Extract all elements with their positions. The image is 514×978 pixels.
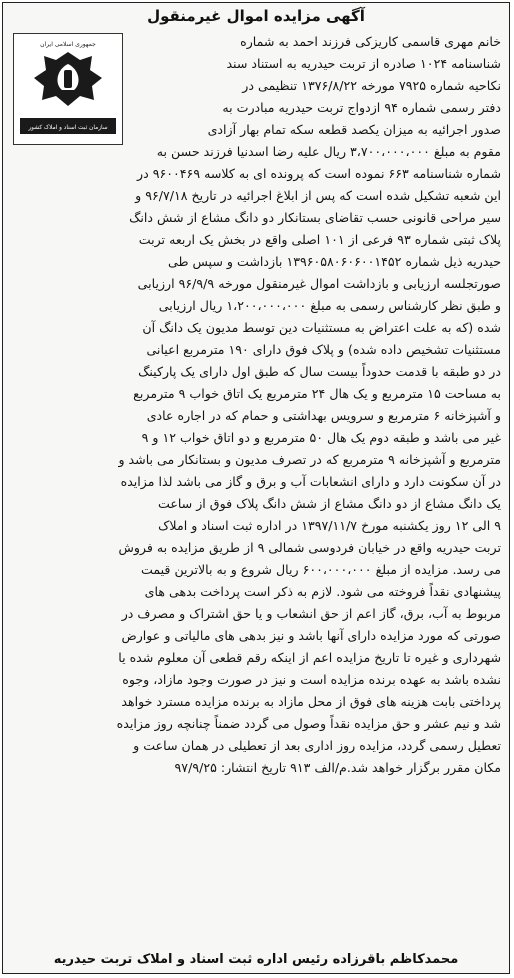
- body-line: و آشپزخانه ۶ مترمربع و سرویس بهداشتی و حمام که در اجاره عادی: [146, 408, 501, 423]
- body-line: شماره شناسنامه ۶۶۳ نموده است که پرونده ای به کلاسه ۹۶۰۰۴۶۹ در: [137, 166, 501, 181]
- signature-footer: محمدکاظم باقرزاده رئیس اداره ثبت اسناد و املاک تربت حیدریه: [53, 952, 459, 967]
- body-line: تربت حیدریه واقع در خیابان فردوسی شمالی ۹ از طریق مزایده به فروش: [118, 540, 501, 555]
- body-line: پلاک ثبتی شماره ۹۳ فرعی از ۱۰۱ اصلی واقع در بخش یک اربعه تربت: [138, 232, 501, 247]
- body-line: نکاحیه شماره ۷۹۲۵ مورخه ۱۳۷۶/۸/۲۲ تنظیمی در: [242, 78, 501, 93]
- body-line: شده (که به علت اعتراض به مستثنیات دین توسط مدیون یک دانگ آن: [142, 320, 501, 335]
- body-line: و طبق نظر کارشناس رسمی به مبلغ ۱،۲۰۰،۰۰۰،۰۰۰ ریال ارزیابی: [158, 298, 501, 313]
- body-line: شهرداری و غیره تا تاریخ مزایده اعم از اینکه رقم قطعی آن معلوم شده یا: [118, 650, 501, 665]
- body-line: سیر مراحی قانونی حسب تقاضای بستانکار دو دانگ مشاع از شش دانگ: [129, 210, 501, 225]
- body-line: مستثنیات تشخیص داده شده) و پلاک فوق دارای ۱۹۰ مترمربع اعیانی: [146, 342, 501, 357]
- body-line: صورتجلسه ارزیابی و بازداشت اموال غیرمنقول مورخه ۹۶/۹/۹ ارزیابی: [137, 276, 501, 291]
- body-line: شد و نیم عشر و حق مزایده نقداً وصول می گردد ضمناً چنانچه روز مزایده: [116, 716, 501, 731]
- body-line: نشده باشد به عهده برنده مزایده است و نیز در صورت وجود مازاد، وجوه: [122, 672, 501, 687]
- body-line: تعطیل رسمی گردد، مزایده روز اداری بعد از تعطیلی در همان ساعت و: [133, 738, 501, 753]
- body-line: مترمربع و آشپزخانه ۹ مترمربع که در تصرف مدیون و بستانکار می باشد و: [118, 452, 501, 467]
- body-line: دفتر رسمی شماره ۹۴ ازدواج تربت حیدریه مبادرت به: [222, 100, 501, 115]
- notice-title: آگهی مزایده اموال غیرمنقول: [147, 7, 365, 25]
- logo-caption: سازمان ثبت اسناد و املاک کشور: [28, 125, 108, 131]
- body-line: می رسد. مزایده از مبلغ ۶۰۰،۰۰۰،۰۰۰ ریال شروع و به بالاترین قیمت: [140, 562, 501, 577]
- body-line: حیدریه ذیل شماره ۱۳۹۶۰۵۸۰۶۰۶۰۰۱۴۵۲ بازداشت و سپس طی: [167, 254, 501, 269]
- body-line: خانم مهری قاسمی کاریزکی فرزند احمد به شماره: [240, 34, 501, 49]
- body-line: ۹ الی ۱۲ روز یکشنبه مورخ ۱۳۹۷/۱۱/۷ در اداره ثبت اسناد و املاک: [158, 518, 501, 533]
- body-line: مکان مقرر برگزار خواهد شد.م/الف ۹۱۳ تاریخ انتشار: ۹۷/۹/۲۵: [174, 760, 501, 775]
- logo-top-text: جمهوری اسلامی ایران: [40, 41, 96, 48]
- body-line: این شعبه تشکیل شده است که پس از ابلاغ اجرائیه در تاریخ ۹۶/۷/۱۸ و: [135, 188, 501, 203]
- body-line: به مساحت ۱۵ مترمربع و یک هال ۲۴ مترمربع یک اتاق خواب ۹ مترمربع: [133, 386, 501, 401]
- body-line: در دو طبقه با قدمت حدوداً بیست سال که طبق اول دارای یک پارکینگ: [138, 364, 501, 379]
- body-line: پرداختی بابت هزینه های فوق از محل مازاد به برنده مزایده مسترد خواهد: [121, 694, 501, 709]
- body-line: شناسنامه ۱۰۲۴ صادره از تربت حیدریه به استناد سند: [226, 56, 501, 71]
- body-line: مربوط به آب، برق، گاز اعم از حق انشعاب و یا حق اشتراک و مصرف در: [121, 606, 501, 621]
- auction-notice: [2, 2, 510, 974]
- notice-body: [11, 31, 501, 779]
- body-line: در آن سکونت دارد و دارای انشعابات آب و برق و گاز می باشد لذا مزایده: [120, 474, 501, 489]
- body-line: غیر می باشد و طبقه دوم یک هال ۵۰ مترمربع و دو اتاق خواب ۱۲ و ۹: [141, 430, 501, 445]
- body-line: صدور اجرائیه به میزان یکصد قطعه سکه تمام بهار آزادی: [207, 122, 501, 137]
- body-line: صورتی که مورد مزایده دارای آنها باشد و نیز بدهی های مالیاتی و عوارض: [121, 628, 501, 643]
- body-line: پیشنهادی نقداً فروخته می شود. لازم به ذکر است پرداخت بدهی های: [144, 584, 501, 599]
- body-line: یک دانگ مشاع از دو دانگ مشاع از شش دانگ پلاک فوق از ساعت: [157, 496, 501, 511]
- body-line: مقوم به مبلغ ۳،۷۰۰،۰۰۰،۰۰۰ ریال علیه رضا اسدنیا فرزند حسن به: [156, 144, 501, 159]
